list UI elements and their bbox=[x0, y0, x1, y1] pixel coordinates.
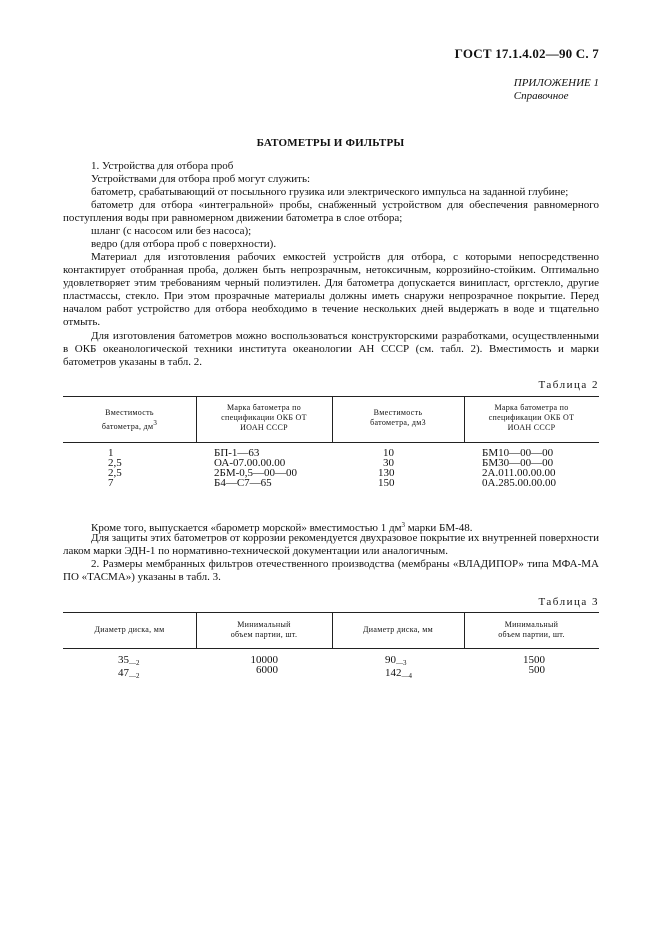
table-cell: 2А.011.00.00.00 bbox=[482, 467, 556, 479]
appendix-number: ПРИЛОЖЕНИЕ 1 bbox=[513, 77, 599, 89]
table-cell: 150 bbox=[378, 477, 395, 489]
table-cell: 7 bbox=[108, 477, 114, 489]
table-2-header-brand: Марка батометра по спецификации ОКБ ОТ ИОАН СССР bbox=[488, 403, 575, 432]
paragraph-7: Материал для изготовления рабочих емкостей устройств для отбора, с которыми непосредственно контактирует отобранная проба, должен быть непрозрачным, нетоксичным, коррозийно-стойким. Оптимально удовлетворяет этим требованиям черный полиэтилен. Для батометра допускается винипласт, оргстекло, другие пластмассы, стекло. При этом прозрачные материалы должны иметь снаружи непрозрачное покрытие. Перед началом работ устройство для отбора необходимо в течение нескольких дней выдержать в воде и тщательно отмыть. bbox=[63, 251, 599, 329]
paragraph-9: Кроме того, выпускается «барометр морской» вместимостью 1 $дм^3$ марки БМ-48. bbox=[91, 521, 473, 534]
table-cell: 30 bbox=[383, 457, 394, 469]
appendix-type: Справочное bbox=[513, 90, 569, 102]
table-cell: 2,5 bbox=[108, 467, 122, 479]
table-2-col-brand bbox=[482, 448, 556, 488]
table-2-col-brand bbox=[214, 448, 297, 488]
table-cell: 130 bbox=[378, 467, 395, 479]
paragraph-8: Для изготовления батометров можно воспользоваться конструкторскими разработками, осуществленными в ОКБ океанологической техники института океанологии АН СССР (см. табл. 2). Вместимость и марки батометров указаны в табл. 2. bbox=[63, 330, 599, 369]
table-cell: БМ10—00—00 bbox=[482, 447, 554, 459]
document-header-code: ГОСТ 17.1.4.02—90 С. 7 bbox=[454, 46, 599, 61]
table-cell: Б4—С7—65 bbox=[214, 477, 272, 489]
table-3-col-min-batch bbox=[250, 655, 278, 675]
table-cell: БМ30—00—00 bbox=[482, 457, 554, 469]
paragraph-10: Для защиты этих батометров от коррозии рекомендуется двухразовое покрытие их внутренней поверхности лаком марки ЭДН-1 по нормативно-технической документации или аналогичным. bbox=[63, 532, 599, 558]
table-cell: 10000 bbox=[250, 654, 278, 666]
table-2-col-capacity bbox=[108, 448, 122, 488]
table-cell: $35_{—2}$ bbox=[118, 654, 140, 667]
table-2-header-rule bbox=[63, 442, 599, 443]
table-cell: 1500 bbox=[523, 654, 545, 666]
table-cell: $47_{—2}$ bbox=[118, 667, 140, 680]
table-cell: ОА-07.00.00.00 bbox=[214, 457, 286, 469]
table-cell: 10 bbox=[383, 447, 394, 459]
paragraph-3: батометр, срабатывающий от посыльного грузика или электрического импульса на заданной глубине; bbox=[91, 186, 569, 198]
table-2-top-rule bbox=[63, 396, 599, 397]
table-3-top-rule bbox=[63, 612, 599, 613]
paragraph-6: ведро (для отбора проб с поверхности). bbox=[91, 238, 277, 250]
table-cell: 2,5 bbox=[108, 457, 122, 469]
table-3-col-diameter bbox=[118, 655, 140, 681]
table-2-header-capacity: Вместимость батометра, дм3 bbox=[101, 408, 158, 431]
table-2-header-capacity: Вместимость батометра, дм3 bbox=[370, 408, 426, 427]
table-cell: 2БМ-0,5—00—00 bbox=[214, 467, 298, 479]
table-cell: БП-1—63 bbox=[214, 447, 260, 459]
paragraph-5: шланг (с насосом или без насоса); bbox=[91, 225, 252, 237]
table-cell: 1 bbox=[108, 447, 114, 459]
table-3-col-diameter bbox=[385, 655, 412, 681]
paragraph-1: 1. Устройства для отбора проб bbox=[91, 160, 234, 172]
table-2-header-brand: Марка батометра по спецификации ОКБ ОТ ИОАН СССР bbox=[221, 403, 307, 432]
paragraph-11: 2. Размеры мембранных фильтров отечественного производства (мембраны «ВЛАДИПОР» типа МФА-МА ПО «ТАСМА») указаны в табл. 3. bbox=[63, 558, 599, 584]
appendix-label bbox=[514, 77, 599, 103]
table-cell: 500 bbox=[528, 664, 545, 676]
table-3-caption: Таблица 3 bbox=[538, 596, 599, 608]
table-cell: 0А.285.00.00.00 bbox=[482, 477, 556, 489]
table-3-header-diameter: Диаметр диска, мм bbox=[363, 625, 433, 634]
table-cell: $142_{—4}$ bbox=[385, 667, 412, 680]
paragraph-4: батометр для отбора «интегральной» пробы, снабженный устройством для обеспечения равномерного поступления воды при равномерном движении батометра в слое отбора; bbox=[63, 199, 599, 225]
paragraph-2: Устройствами для отбора проб могут служить: bbox=[91, 173, 311, 185]
table-3-header-diameter: Диаметр диска, мм bbox=[94, 625, 165, 634]
table-2-caption: Таблица 2 bbox=[538, 379, 599, 391]
table-3-col-min-batch bbox=[521, 655, 545, 675]
table-3-header-min-batch: Минимальный объем партии, шт. bbox=[230, 620, 298, 639]
section-title: БАТОМЕТРЫ И ФИЛЬТРЫ bbox=[256, 137, 405, 149]
table-cell: 6000 bbox=[256, 664, 278, 676]
table-3-header-rule bbox=[63, 648, 599, 649]
table-2-col-capacity bbox=[378, 448, 394, 488]
table-3-header-min-batch: Минимальный объем партии, шт. bbox=[498, 620, 565, 639]
table-cell: $90_{—3}$ bbox=[385, 654, 407, 667]
